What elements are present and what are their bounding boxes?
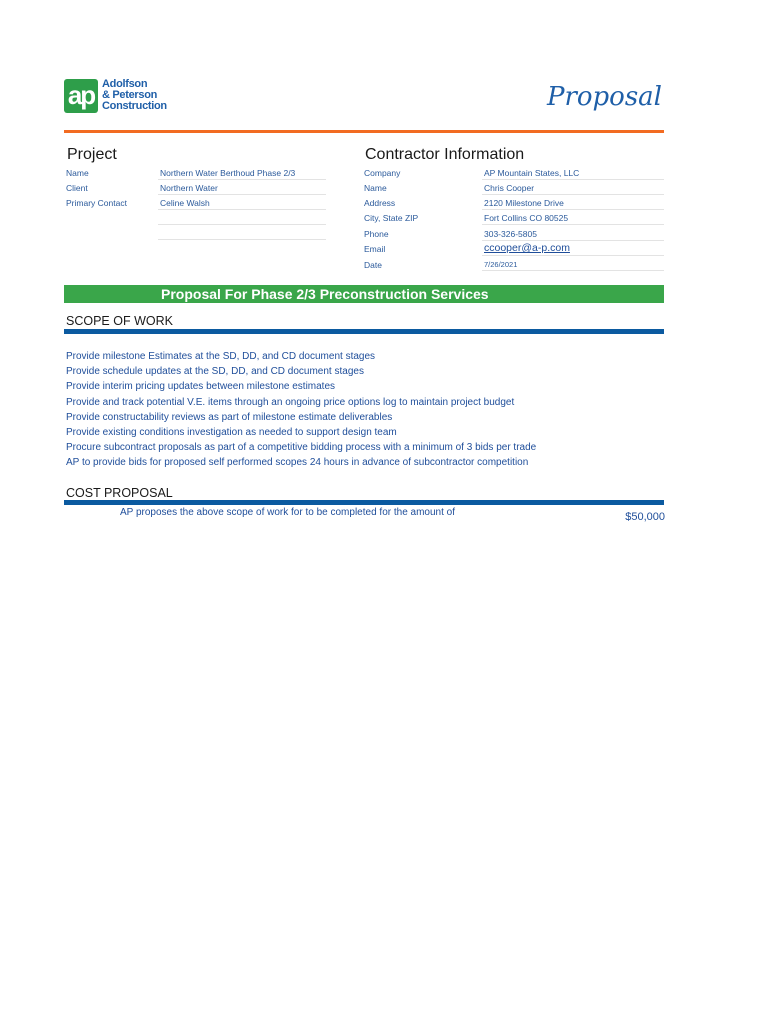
field-underline xyxy=(482,255,664,256)
contractor-email-label: Email xyxy=(364,244,386,254)
field-underline xyxy=(158,224,326,225)
contractor-city-label: City, State ZIP xyxy=(364,213,419,223)
contractor-name-label: Name xyxy=(364,183,387,193)
cost-amount: $50,000 xyxy=(625,511,665,523)
contractor-phone-value: 303-326-5805 xyxy=(484,229,537,239)
field-underline xyxy=(158,209,326,210)
logo-line-3: Construction xyxy=(102,100,167,112)
scope-item: Provide schedule updates at the SD, DD, and CD document stages xyxy=(66,366,364,378)
contractor-date-label: Date xyxy=(364,260,382,270)
field-underline xyxy=(482,209,664,210)
contractor-address-value: 2120 Milestone Drive xyxy=(484,198,564,208)
contractor-heading: Contractor Information xyxy=(365,146,525,163)
logo-wordmark xyxy=(102,79,167,112)
cost-divider xyxy=(64,500,664,505)
project-client-label: Client xyxy=(66,183,88,193)
project-name-value: Northern Water Berthoud Phase 2/3 xyxy=(160,168,296,178)
scope-item: AP to provide bids for proposed self performed scopes 24 hours in advance of subcontractor competition xyxy=(66,457,529,469)
contractor-city-value: Fort Collins CO 80525 xyxy=(484,213,569,223)
project-contact-label: Primary Contact xyxy=(66,198,127,208)
proposal-banner xyxy=(64,285,664,303)
scope-list xyxy=(66,349,664,471)
logo-line-2: & Peterson xyxy=(102,89,158,101)
project-heading: Project xyxy=(67,146,117,163)
logo-line-1: Adolfson xyxy=(102,78,148,90)
header-divider xyxy=(64,130,664,133)
scope-heading: SCOPE OF WORK xyxy=(66,314,173,328)
contractor-phone-label: Phone xyxy=(364,229,389,239)
contractor-company-label: Company xyxy=(364,168,401,178)
logo-mark: ap xyxy=(64,79,98,113)
scope-item: Provide interim pricing updates between milestone estimates xyxy=(66,381,336,393)
field-underline xyxy=(482,224,664,225)
scope-item: Provide constructability reviews as part of milestone estimate deliverables xyxy=(66,411,393,423)
field-underline xyxy=(482,270,664,271)
project-name-label: Name xyxy=(66,168,89,178)
scope-divider xyxy=(64,329,664,334)
field-underline xyxy=(482,240,664,241)
contractor-email-link[interactable]: ccooper@a-p.com xyxy=(484,242,570,254)
scope-item: Provide milestone Estimates at the SD, DD, and CD document stages xyxy=(66,351,376,362)
cost-statement: AP proposes the above scope of work for to be completed for the amount of xyxy=(120,507,456,518)
contractor-date-value: 7/26/2021 xyxy=(484,260,518,269)
scope-item: Provide existing conditions investigation as needed to support design team xyxy=(66,427,397,439)
contractor-address-label: Address xyxy=(364,198,396,208)
proposal-banner-text: Proposal For Phase 2/3 Preconstruction Services xyxy=(161,286,489,302)
contractor-name-value: Chris Cooper xyxy=(484,183,535,193)
project-contact-value: Celine Walsh xyxy=(160,198,210,208)
scope-item: Provide and track potential V.E. items through an ongoing price options log to maintain project budget xyxy=(66,396,515,408)
field-underline xyxy=(158,194,326,195)
field-underline xyxy=(158,179,326,180)
cost-heading: COST PROPOSAL xyxy=(66,486,173,500)
field-underline xyxy=(482,194,664,195)
document-title: Proposal xyxy=(546,82,662,112)
scope-item: Procure subcontract proposals as part of a competitive bidding process with a minimum of 3 bids per trade xyxy=(66,442,537,454)
field-underline xyxy=(158,239,326,240)
project-client-value: Northern Water xyxy=(160,183,218,193)
contractor-company-value: AP Mountain States, LLC xyxy=(484,168,580,178)
company-logo xyxy=(64,79,189,115)
field-underline xyxy=(482,179,664,180)
